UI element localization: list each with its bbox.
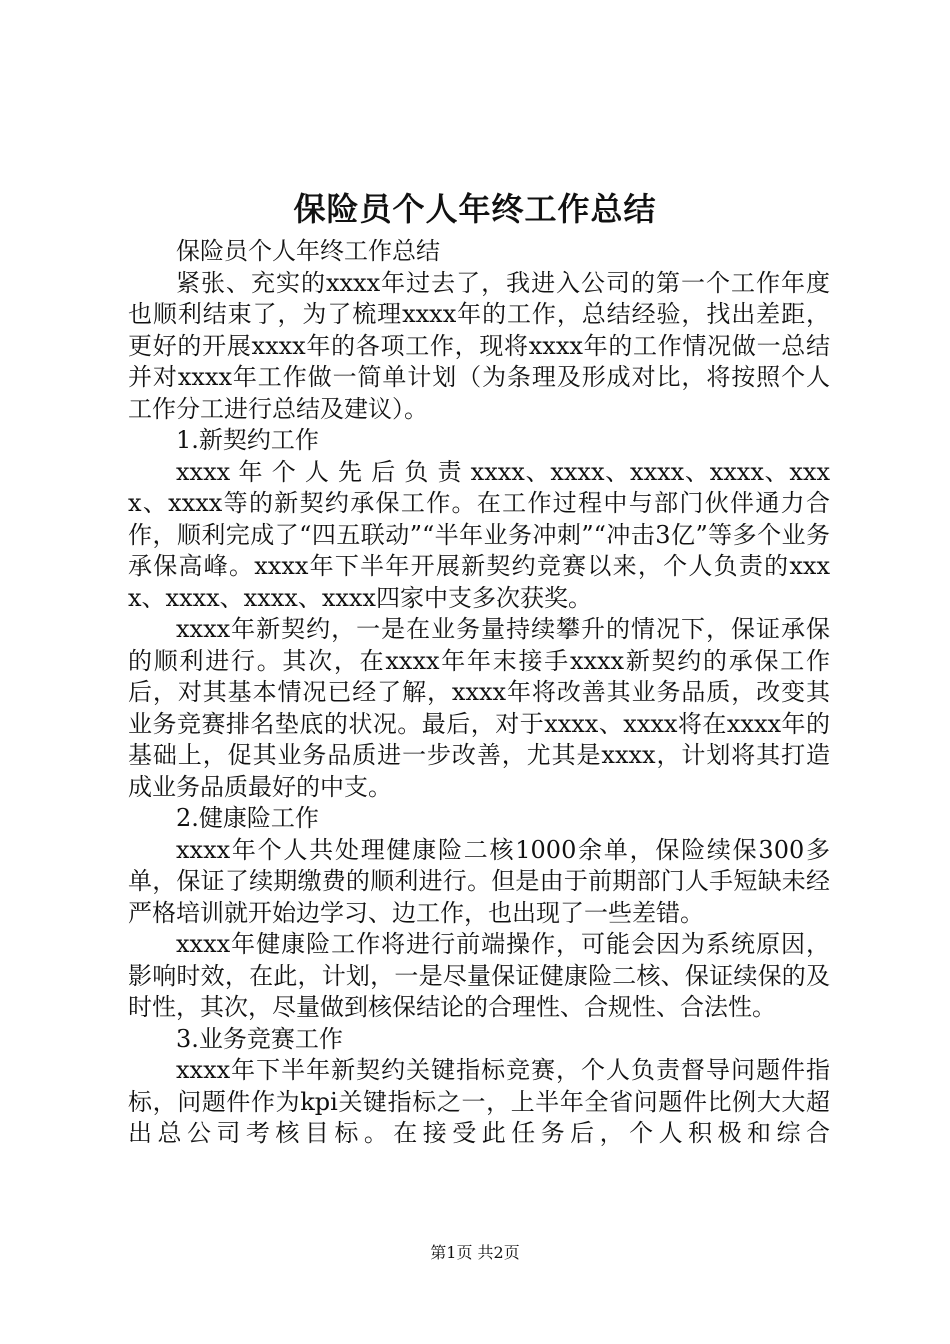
page-footer: 第1页 共2页 xyxy=(430,1243,520,1262)
section-heading-health-insurance: 2.健康险工作 xyxy=(176,804,319,832)
document-title: 保险员个人年终工作总结 xyxy=(293,190,657,228)
paragraph-new-contract-summary: xxxx 年 个 人 先 后 负 责 xxxx、xxxx、xxxx、xxxx、xxxx、xxxx等的新契约承保工作。在工作过程中与部门伙伴通力合作，顺利完成了“四五联动”“半年业务冲刺”“冲击3亿”等多个业务承保高峰。xxxx年下半年开展新契约竞赛以来，个人负责的xxxx、xxxx、xxxx、xxxx四家中支多次获奖。 xyxy=(128,457,830,612)
paragraph-health-insurance-plan: xxxx年健康险工作将进行前端操作，可能会因为系统原因，影响时效，在此，计划，一是尽量保证健康险二核、保证续保的及时性，其次，尽量做到核保结论的合理性、合规性、合法性。 xyxy=(128,930,830,1021)
paragraph-intro: 紧张、充实的xxxx年过去了，我进入公司的第一个工作年度也顺利结束了，为了梳理xxxx年的工作，总结经验，找出差距，更好的开展xxxx年的各项工作，现将xxxx年的工作情况做一总结并对xxxx年工作做一简单计划（为条理及形成对比，将按照个人工作分工进行总结及建议）。 xyxy=(128,268,830,423)
paragraph-new-contract-plan: xxxx年新契约，一是在业务量持续攀升的情况下，保证承保的顺利进行。其次，在xxxx年年末接手xxxx新契约的承保工作后，对其基本情况已经了解，xxxx年将改善其业务品质，改变其业务竞赛排名垫底的状况。最后，对于xxxx、xxxx将在xxxx年的基础上，促其业务品质进一步改善，尤其是xxxx，计划将其打造成业务品质最好的中支。 xyxy=(128,615,830,801)
paragraph-subtitle: 保险员个人年终工作总结 xyxy=(176,237,440,265)
paragraph-health-insurance-summary: xxxx年个人共处理健康险二核1000余单，保险续保300多单，保证了续期缴费的顺利进行。但是由于前期部门人手短缺未经严格培训就开始边学习、边工作，也出现了一些差错。 xyxy=(128,835,830,927)
section-heading-new-contract: 1.新契约工作 xyxy=(176,426,319,454)
document-body xyxy=(128,236,830,1150)
section-heading-competition: 3.业务竞赛工作 xyxy=(176,1024,343,1053)
paragraph-competition: xxxx年下半年新契约关键指标竞赛，个人负责督导问题件指标，问题件作为kpi关键指标之一，上半年全省问题件比例大大超出总公司考核目标。在接受此任务后，个人积极和综合 xyxy=(128,1056,830,1147)
